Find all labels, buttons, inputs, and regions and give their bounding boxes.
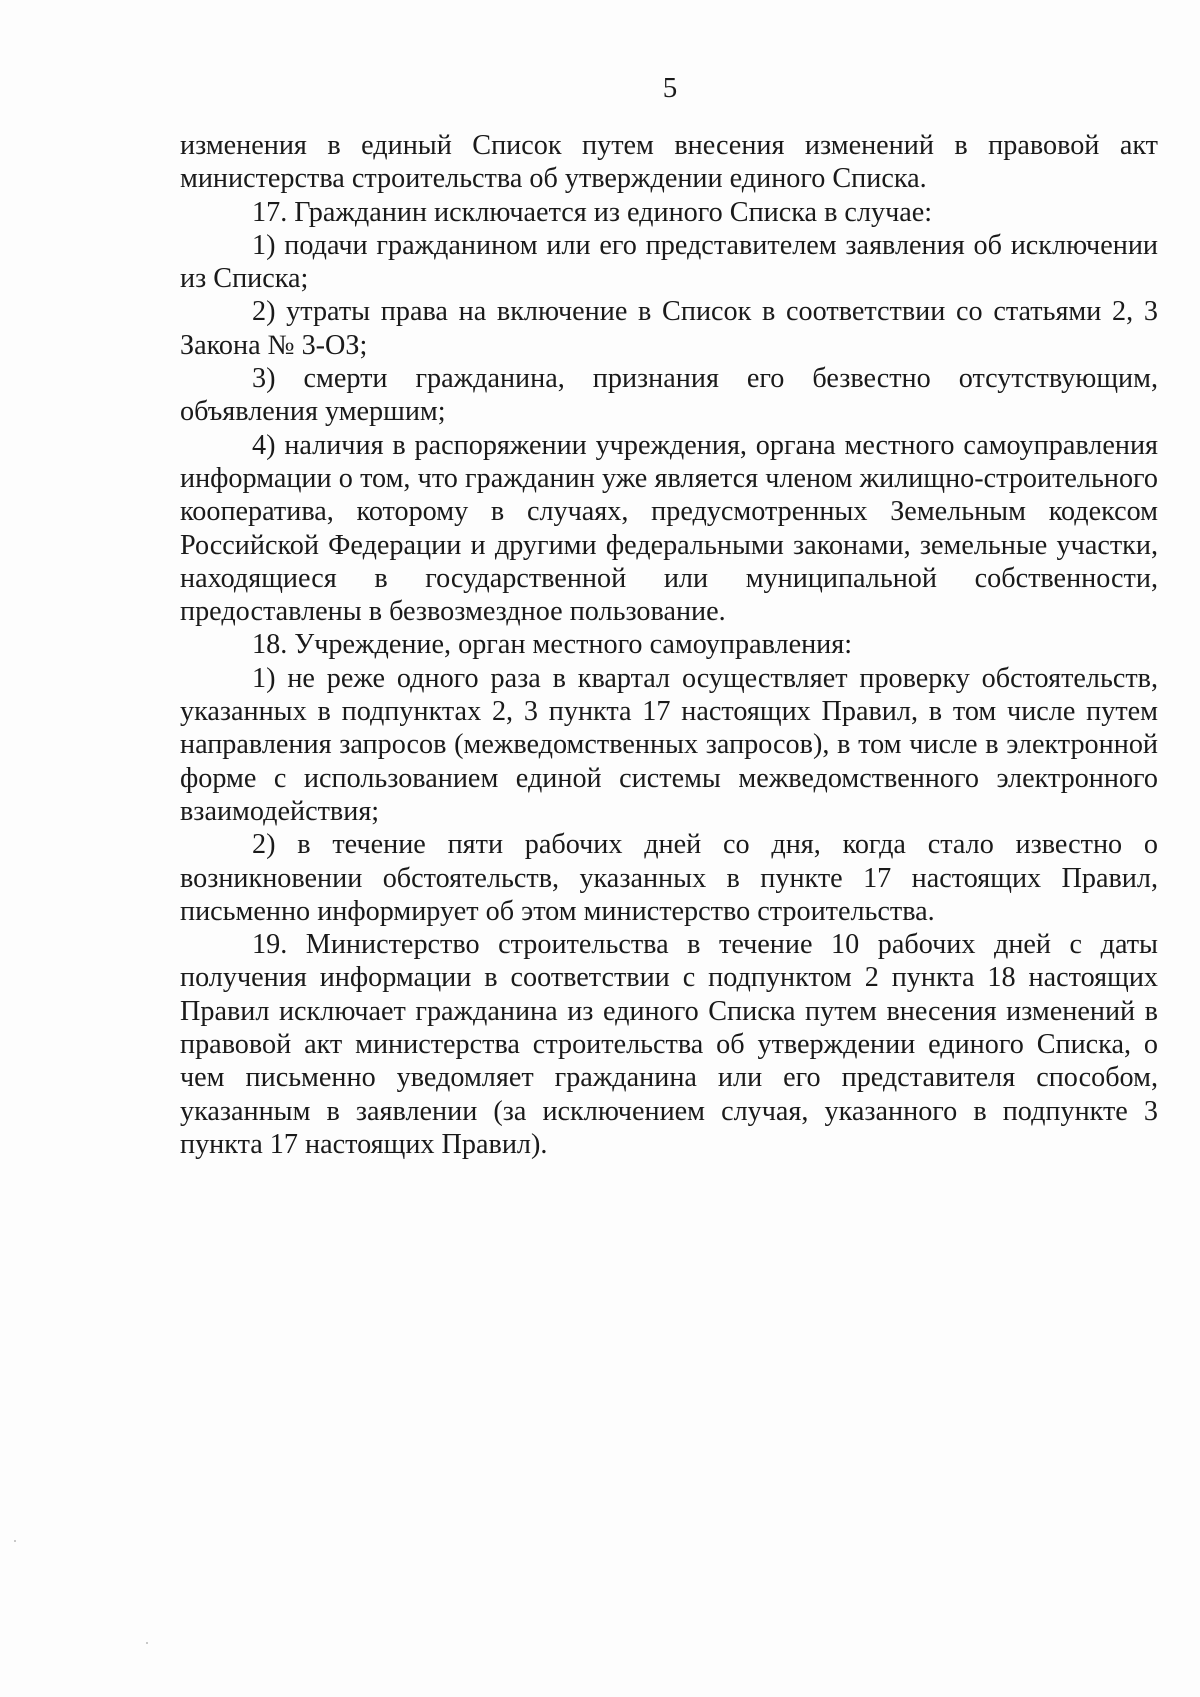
paragraph-item-18-1: 1) не реже одного раза в квартал осуществляет проверку обстоятельств, указанных в подпунктах 2, 3 пункта 17 настоящих Правил, в том числе путем направления запросов (межведомственных запросов), в том числе в электронной форме с использованием единой системы межведомственного электронного взаимодействия; <box>180 662 1158 827</box>
page-number: 5 <box>662 72 678 104</box>
paragraph-item-17-3: 3) смерти гражданина, признания его безвестно отсутствующим, объявления умершим; <box>180 363 1158 428</box>
paragraph-item-19: 19. Министерство строительства в течение 10 рабочих дней с даты получения информации в соответствии с подпунктом 2 пункта 18 настоящих Правил исключает гражданина из единого Списка путем внесения изменений в правовой акт министерства строительства об утверждении единого Списка, о чем письменно уведомляет гражданина или его представителя способом, указанным в заявлении (за исключением случая, указанного в подпункте 3 пункта 17 настоящих Правил). <box>180 929 1158 1160</box>
paragraph-item-17-4: 4) наличия в распоряжении учреждения, органа местного самоуправления информации о том, что гражданин уже является членом жилищно-строительного кооператива, которому в случаях, предусмотренных Земельным кодексом Российской Федерации и другими федеральными законами, земельные участки, находящиеся в государственной или муниципальной собственности, предоставлены в безвозмездное пользование. <box>180 429 1158 628</box>
paragraph-item-18: 18. Учреждение, орган местного самоуправления: <box>252 629 853 661</box>
paragraph-item-17-1: 1) подачи гражданином или его представителем заявления об исключении из Списка; <box>180 229 1158 295</box>
scan-artifact <box>14 1540 16 1542</box>
document-body <box>180 129 1158 1161</box>
paragraph-item-17-2: 2) утраты права на включение в Список в соответствии со статьями 2, 3 Закона № 3-ОЗ; <box>180 296 1158 361</box>
paragraph-item-18-2: 2) в течение пяти рабочих дней со дня, когда стало известно о возникновении обстоятельств, указанных в пункте 17 настоящих Правил, письменно информирует об этом министерство строительства. <box>180 829 1158 927</box>
paragraph-continuation: изменения в единый Список путем внесения изменений в правовой акт министерства строительства об утверждении единого Списка. <box>180 130 1158 195</box>
paragraph-item-17: 17. Гражданин исключается из единого Списка в случае: <box>252 196 933 228</box>
scan-artifact <box>146 1642 148 1644</box>
